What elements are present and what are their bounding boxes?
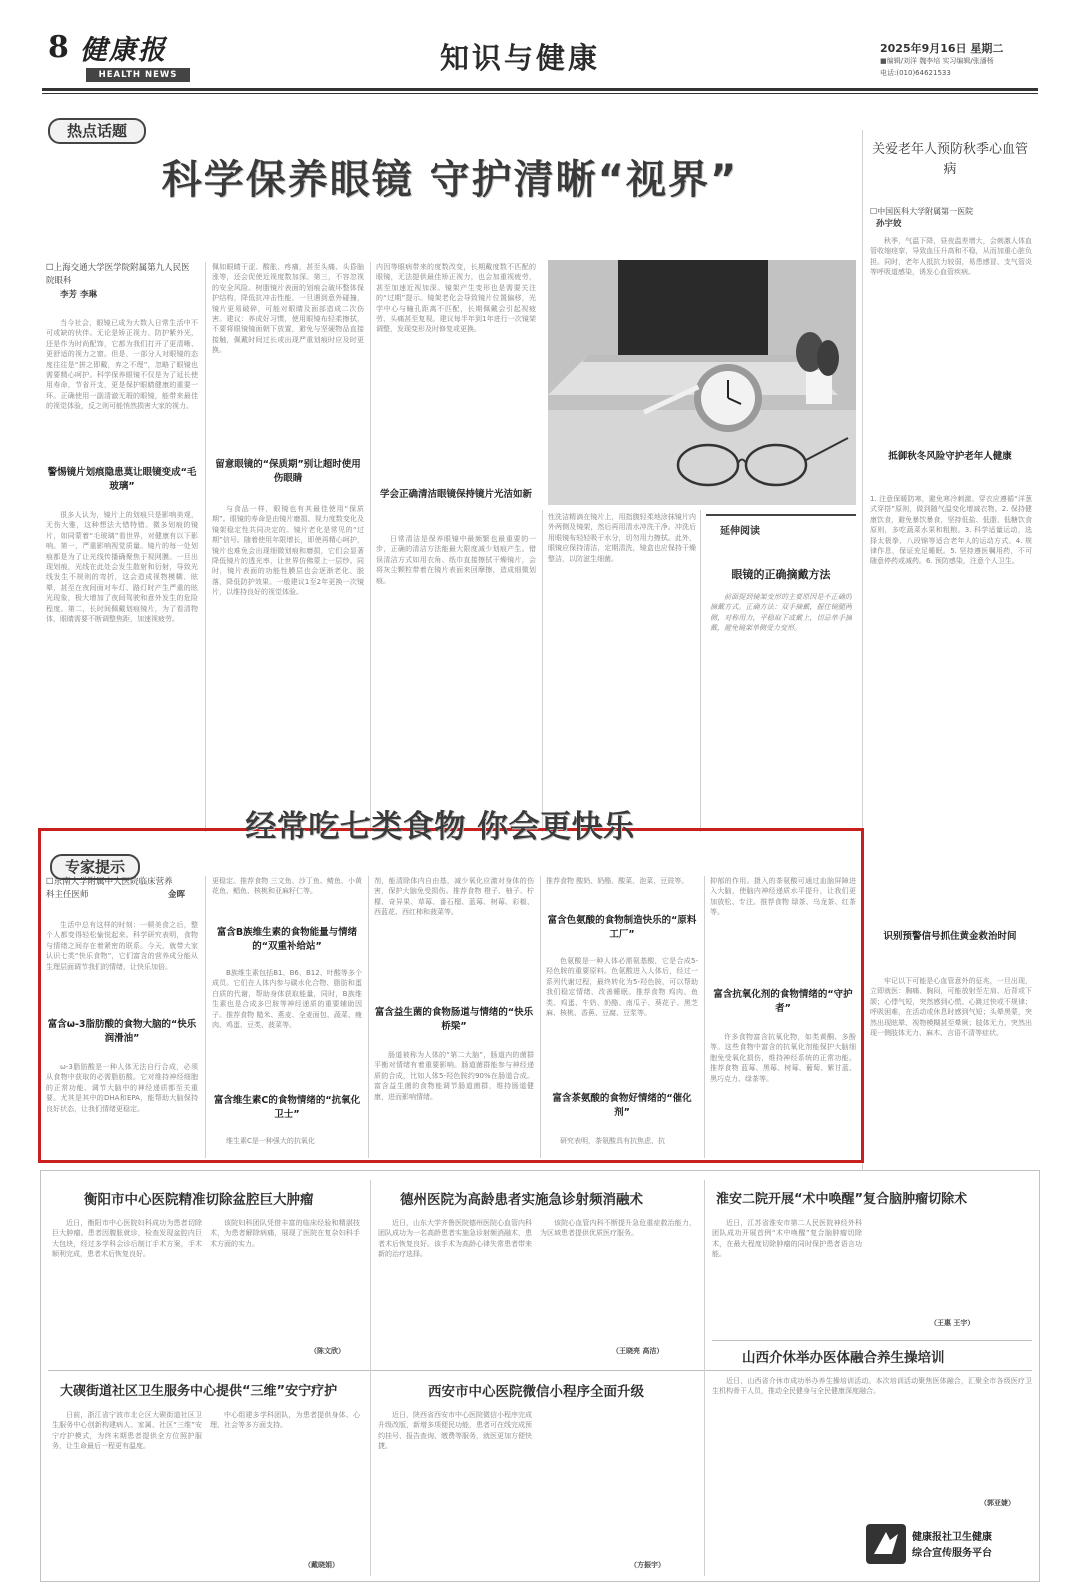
expert-col-rule-4 — [704, 876, 705, 1158]
news-1-text: 近日，衡阳市中心医院妇科成功为患者切除巨大肿瘤。患者因腹胀就诊，检查发现盆腔内巨大包块，经过多学科会诊后制订手术方案，手术顺利完成，患者术后恢复良好。 — [52, 1219, 202, 1259]
expert-tip-sub-5 — [546, 914, 698, 942]
expert-tip-text-3b: 肠道被称为人体的“第二大脑”，肠道内的菌群平衡对情绪有着重要影响。肠道菌群能参与神经递质的合成，比如人体5-羟色胺约90%在肠道合成。富含益生菌的食物能调节肠道菌群，维持肠道健康，进而影响情绪。 — [374, 1051, 534, 1101]
issue-date: 2025年9月16日 星期二 — [880, 42, 1004, 55]
expert-tip-sub-3-text: 富含维生素C的食物情绪的“抗氧化卫士” — [213, 1095, 361, 1120]
news-2-author: （王晓亮 高洁） — [612, 1347, 664, 1355]
expert-col-rule-3 — [540, 876, 541, 1158]
expert-tip-text-2b: B族维生素包括B1、B6、B12、叶酸等多个成员。它们在人体内参与碳水化合物、脂肪和蛋白质的代谢，帮助身体获取能量，同时，B族维生素也是合成多巴胺等神经递质的重要辅助因子。推荐食物 糙米、燕麦、全麦面包、蔬菜、瘦肉、鸡蛋、豆类、菠菜等。 — [212, 969, 362, 1030]
right-column-para3: 牢记以下可能是心血管意外的征兆，一旦出现，立即就医：胸痛、胸闷，可能放射至左肩、后背或下颌；心悸气短，突然感到心慌、心跳过快或不规律；呼吸困难，在活动或休息时感到气短；头晕黑蒙，突然出现眩晕、视物模糊甚至晕厥；肢体无力，突然出现一侧肢体无力、麻木、言语不清等症状。 — [870, 977, 1032, 1038]
expert-tip-text-4a: 推荐食物 酸奶、奶酪、酸菜、泡菜、豆豉等。 — [546, 877, 689, 885]
right-column-byline-author: 孙宇姣 — [876, 219, 902, 229]
expert-tip-text-2c: 维生素C是一种强大的抗氧化 — [226, 1137, 315, 1145]
news-2-text2: 该院心血管内科不断提升急危重症救治能力，为区域患者提供优质医疗服务。 — [540, 1219, 696, 1238]
hot-topic-subhead-2 — [212, 458, 364, 486]
expert-tip-sub-7-text: 富含抗氧化剂的食物情绪的“守护者” — [713, 989, 853, 1014]
expert-tip-sub-4-text: 富含益生菌的食物肠道与情绪的“快乐桥梁” — [374, 1007, 534, 1032]
masthead-rule — [42, 88, 1038, 91]
news-vrule-2 — [704, 1180, 705, 1576]
news-6-text: 近日，山西省介休市成功举办养生操培训活动。本次培训活动聚焦医体融合，汇聚全市各级医疗卫生机构骨干人员，推动全民健身与全民健康深度融合。 — [712, 1377, 1032, 1396]
phone: 电话:(010)64621533 — [880, 69, 951, 77]
page-number: 8 — [48, 30, 69, 65]
col-rule-2 — [370, 262, 371, 832]
hot-topic-col1-intro: 当今社会，眼镜已成为大数人日常生活中不可或缺的伙伴。无论是矫正视力、防护紫外光，还是作为时尚配饰，它都为我们打开了更清晰、更舒适的视力之窗。但是，一部分人对眼镜的态度往往是“拼之即戴，弃之不理”，忽略了眼镜也需要精心呵护。科学保养眼镜不仅是为了延长使用寿命，节省开支，更是保护眼睛健康的重要一环。正确使用一副清澈无瑕的眼镜，能带来最佳的视觉体验，反之则可能悄然损害大家的视力。 — [46, 319, 198, 411]
right-column-subhead-2 — [880, 930, 1020, 944]
expert-tip-text-4b: 色氨酸是一种人体必需氨基酸，它是合成5-羟色胺的重要原料。色氨酸进入人体后，经过一系列代谢过程，最终转化为5-羟色胺，可以帮助我们稳定情绪、改善睡眠。推荐食物 鸡肉、鱼类、鸡蛋、牛奶、奶酪、南瓜子、葵花子、黑芝麻、核桃、香蕉、豆腐、豆浆等。 — [546, 957, 698, 1018]
sidebar-box — [706, 514, 856, 826]
news-vrule-1 — [370, 1180, 371, 1576]
news-6-title: 山西介休举办医体融合养生操培训 — [742, 1350, 945, 1366]
news-2-title: 德州医院为高龄患者实施急诊射频消融术 — [400, 1192, 643, 1208]
masthead — [0, 0, 1080, 92]
expert-tip-text-1: ω-3脂肪酸是一种人体无法自行合成，必须从食物中获取的必需脂肪酸。它对维持神经细胞的正常功能、调节大脑中的神经递质都至关重要。尤其是其中的DHA和EPA，能帮助大脑保持良好状态，让我们情绪更稳定。 — [46, 1063, 198, 1113]
news-3-title: 淮安二院开展“术中唤醒”复合脑肿瘤切除术 — [716, 1192, 968, 1207]
footer-logo-line1: 健康报社卫生健康 — [912, 1532, 992, 1543]
desk-photo-illustration — [548, 260, 856, 505]
hot-topic-col3-a: 内因等眼病带来的度数改变，长期戴度数不匹配的眼镜，无法提供最佳矫正视力，也会加重视疲劳，甚至加速近视加深。镜架产生变形也是需要关注的“过期”提示。镜架老化会导致镜片位置偏移，光学中心与瞳孔距离不匹配，长期佩戴会引起视疲劳、头痛甚至复视。建议每半年到1年进行一次镜架调整，发现变形及时修复或更换。 — [376, 263, 536, 334]
sidebar-title: 延伸阅读 — [720, 526, 760, 537]
hot-topic-col2-b: 与食品一样，眼镜也有其最佳使用“保质期”。眼镜的寿命是由镜片磨损、视力度数变化及镜架稳定性共同决定的。镜片老化是常见的“过期”信号。随着使用年限增长，即使再精心呵护，镜片也难免会出现细微划痕和磨损，它们会显著降低镜片的透光率，让世界仿佛蒙上一层纱。同时，镜片表面的功能性膜层也会逐渐老化、脱落，降低防护效果。一般建议1至2年更换一次镜片，以维持良好的视觉体验。 — [212, 505, 364, 597]
right-column-para2: 1. 注意保暖防寒，避免寒冷刺激。穿衣应遵循“洋葱式穿搭”原则，做到随气温变化增减衣物。2. 保持健康饮食，避免暴饮暴食，坚持低盐、低脂、低糖饮食原则，多吃蔬菜水果和粗粮。3. 科学适量运动，选择太极拳、八段锦等适合老年人的运动方式。4. 规律作息，保证充足睡眠。5. 坚持遵医嘱用药，不可随意停药或减药。6. 预防感染，注意个人卫生。 — [870, 495, 1032, 566]
expert-tip-tag: 专家提示 — [50, 854, 140, 880]
news-4-text2: 中心组建多学科团队，为患者提供身体、心理、社会等多方面支持。 — [210, 1411, 360, 1430]
expert-tip-text-5a: 抑郁的作用。摄入的茶氨酸可通过血脑屏障进入大脑，使脑内神经递质水平提升，让我们更加放松、专注。推荐食物 绿茶、乌龙茶、红茶等。 — [710, 877, 856, 917]
news-1-author: （陈文欣） — [310, 1347, 345, 1355]
expert-tip-headline-visible: 经常吃七类食物 你会更快乐 — [245, 809, 635, 845]
masthead-rule-thin — [42, 93, 1038, 94]
hot-topic-subhead-3 — [376, 488, 536, 502]
right-column-subhead-1-text: 抵御秋冬风险守护老年人健康 — [888, 451, 1012, 462]
hot-topic-headline: 科学保养眼镜 守护清晰“视界” — [161, 157, 739, 203]
sidebar-text: 前面提到镜架变形的主要原因是不正确的摘戴方式。正确方法：双手摘戴，握住镜腿两侧，对称用力，平稳取下或戴上，切忌单手摘戴，避免镜架单侧受力变形。 — [710, 593, 852, 633]
expert-tip-sub-5-text: 富含色氨酸的食物制造快乐的“原料工厂” — [547, 915, 697, 940]
expert-tip-text-2a: 更稳定。推荐食物 三文鱼、沙丁鱼、鲭鱼、小黄花鱼、鲳鱼、核桃和亚麻籽仁等。 — [212, 877, 362, 896]
right-column-title-text: 关爱老年人预防秋季心血管病 — [871, 142, 1028, 177]
expert-tip-sub-3 — [212, 1094, 362, 1122]
sidebar-headline: 眼镜的正确摘戴方法 — [731, 568, 831, 581]
col-rule-3 — [542, 510, 543, 832]
footer-logo-line2: 综合宣传服务平台 — [912, 1548, 992, 1559]
hot-topic-subhead-2-text: 留意眼镜的“保质期”别让超时使用伤眼睛 — [215, 459, 361, 484]
desk-photo — [548, 260, 856, 505]
hot-topic-subhead-1-text: 警惕镜片划痕隐患莫让眼镜变成“毛玻璃” — [47, 467, 197, 492]
news-3-text: 近日，江苏省淮安市第二人民医院神经外科团队成功开展首例“术中唤醒”复合脑肿瘤切除术，在最大程度切除肿瘤的同时保护患者语言功能。 — [712, 1219, 862, 1259]
right-column-byline-unit: ☐中国医科大学附属第一医院 — [870, 207, 974, 216]
expert-tip-sub-6 — [546, 1092, 698, 1120]
hot-topic-subhead-1 — [46, 466, 198, 494]
right-column-para1: 秋季，气温下降，昼夜温差增大，会刺激人体血管收缩痉挛，导致血压升高和不稳，从而加重心脏负担。同时，老年人抵抗力较弱，易患感冒、支气管炎等呼吸道感染，诱发心血管疾病。 — [870, 237, 1032, 277]
hot-topic-byline-authors: 李芳 李琳 — [60, 290, 97, 300]
expert-tip-sub-2-text: 富含B族维生素的食物能量与情绪的“双重补给站” — [216, 927, 358, 952]
expert-tip-sub-6-text: 富含茶氨酸的食物好情绪的“催化剂” — [552, 1093, 692, 1118]
section-title: 知识与健康 — [440, 41, 601, 75]
expert-col-rule-1 — [205, 876, 206, 1158]
expert-tip-sub-1-text: 富含ω-3脂肪酸的食物大脑的“快乐润滑油” — [47, 1019, 197, 1044]
footer-logo-mark-icon — [866, 1524, 906, 1564]
right-column-subhead-1 — [880, 450, 1020, 464]
expert-tip-sub-2 — [212, 926, 362, 954]
expert-tip-sub-7 — [710, 988, 856, 1016]
news-4-author: （戴晓娟） — [304, 1561, 339, 1569]
news-1-title: 衡阳市中心医院精准切除盆腔巨大肿瘤 — [84, 1192, 314, 1208]
news-4-text: 日前，浙江省宁波市北仑区大碶街道社区卫生服务中心创新构建病人、家属、社区“三维”安宁疗护模式，为终末期患者提供全方位照护服务，让生命最后一程更有温度。 — [52, 1411, 202, 1451]
footer-logo — [866, 1520, 1034, 1572]
expert-tip-sub-4 — [374, 1006, 534, 1034]
news-3-bottom-rule — [712, 1340, 1032, 1341]
hot-topic-subhead-3-text: 学会正确清洁眼镜保持镜片光洁如新 — [379, 489, 532, 500]
hot-topic-col1-body: 很多人认为，镜片上的划痕只是影响美观，无伤大雅，这种想法大错特错。微多划痕的镜片，如同蒙着“毛玻璃”看世界，对健康有以下影响。第一，严重影响视觉质量。镜片的每一处划痕都是为了让光线传播确聚焦于视网膜。一旦出现划痕，光线在此处会发生散射和衍射，导致光线发生不规则的弯折，这会造成视物模糊、眩晕，甚至在夜间面对车灯、路灯时产生严重的眩光现象，极大增加了夜间驾驶和意外发生的危险程度。第二，长时间佩戴划痕镜片，为了看清物体，眼睛需要不断调整焦距，加速视疲劳。 — [46, 511, 198, 624]
news-6-author: （郭亚婕） — [980, 1499, 1015, 1507]
news-5-author: （方振宇） — [630, 1561, 665, 1569]
news-2-text: 近日，山东大学齐鲁医院德州医院心血管内科团队成功为一名高龄患者实施急诊射频消融术，患者术后恢复良好。该手术为高龄心律失常患者带来新的治疗选择。 — [378, 1219, 532, 1259]
editors: ■编辑/刘洋 魏李培 实习编辑/张潘杨 — [880, 57, 994, 65]
col-rule-1 — [205, 262, 206, 832]
expert-tip-sub-1 — [46, 1018, 198, 1046]
paper-name: 健康报 — [80, 35, 167, 66]
expert-col-rule-2 — [368, 876, 369, 1158]
expert-tip-text-4c: 研究表明，茶氨酸具有抗焦虑、抗 — [560, 1137, 665, 1145]
expert-tip-byline-author: 金晖 — [168, 890, 186, 900]
news-4-title: 大碶街道社区卫生服务中心提供“三维”安宁疗护 — [60, 1384, 338, 1399]
expert-tip-byline-unit: ☐东南大学附属中大医院临床营养科主任医师 — [46, 877, 173, 900]
news-5-text: 近日，陕西省西安市中心医院微信小程序完成升级改版，新增多项便民功能，患者可在线完成预约挂号、报告查询、缴费等服务，就医更加方便快捷。 — [378, 1411, 532, 1451]
hot-topic-byline-unit: ☐上海交通大学医学院附属第九人民医院眼科 — [46, 263, 190, 286]
hot-topic-col2-a: 佩如眼睛干涩、酸胀、疼痛，甚至头痛、头昏脑涨等，还会促使近视度数加深。第三，不容忽视的安全风险。树脂镜片表面的划痕会破坏整体保护结构，降低抗冲击性能，一旦遇到意外碰撞，镜片更易破碎，可能对眼睛及面部造成二次伤害。建议：养成好习惯，使用眼镜布轻柔擦拭，不要将眼镜镜面朝下放置，避免与坚硬物品直接接触，佩戴时间过长或出现严重划痕时应及时更换。 — [212, 263, 364, 355]
hot-topic-col3-b: 日常清洁是保养眼镜中最频繁也最重要的一步，正确的清洁方法能最大限度减少划痕产生。错误清洁方式如用衣角、纸巾直接擦拭干燥镜片，会将灰尘颗粒带着在镜片表面来回摩擦，造成细微划痕。 — [376, 535, 536, 585]
col-rule-4 — [700, 510, 701, 832]
expert-tip-text-3a: 剂，能清除体内自由基，减少氧化应激对身体的伤害，保护大脑免受损伤。推荐食物 橙子、柚子、柠檬、奇异果、草莓、番石榴、蓝莓、树莓、彩椒、西蓝花、西红柿和菠菜等。 — [374, 877, 534, 917]
news-3-author: （王惠 王宇） — [930, 1319, 975, 1327]
right-column-subhead-2-text: 识别预警信号抓住黄金救治时间 — [883, 931, 1017, 942]
news-mid-rule — [48, 1370, 1032, 1371]
expert-tip-intro: 生活中总有这样的时刻：一顿美食之后，整个人都变得轻松愉悦起来。科学研究表明，食物与情绪之间存在着紧密的联系。今天，就带大家认识七类“快乐食物”，它们富含的营养成分能从生理层面调节我们的情绪，让快乐加倍。 — [46, 921, 198, 971]
news-1-text2: 该院妇科团队凭借丰富的临床经验和精湛技术，为患者解除病痛，展现了医院在复杂妇科手术方面的实力。 — [210, 1219, 360, 1248]
news-5-title: 西安市中心医院微信小程序全面升级 — [428, 1384, 644, 1400]
hot-topic-tag: 热点话题 — [48, 118, 146, 144]
right-column-title — [870, 140, 1030, 180]
expert-tip-text-5b: 许多食物富含抗氧化物，如类黄酮、多酚等。这些食物中富含的抗氧化剂能保护大脑细胞免受氧化损伤，维持神经系统的正常功能。推荐食物 蓝莓、黑莓、树莓、葡萄、紫甘蓝、黑巧克力、绿茶等。 — [710, 1033, 856, 1083]
hot-topic-col4-a: 性洗洁精滴在镜片上，用指腹轻柔地涂抹镜片内外两侧及镜架，然后再用清水冲洗干净。冲洗后用眼镜布轻轻吸干水分，切勿用力擦拭。此外，眼镜应保持清洁，定期清洗，镜盒也应保持干燥整洁，以防滋生细菌。 — [548, 513, 696, 563]
paper-name-en: HEALTH NEWS — [86, 68, 190, 82]
